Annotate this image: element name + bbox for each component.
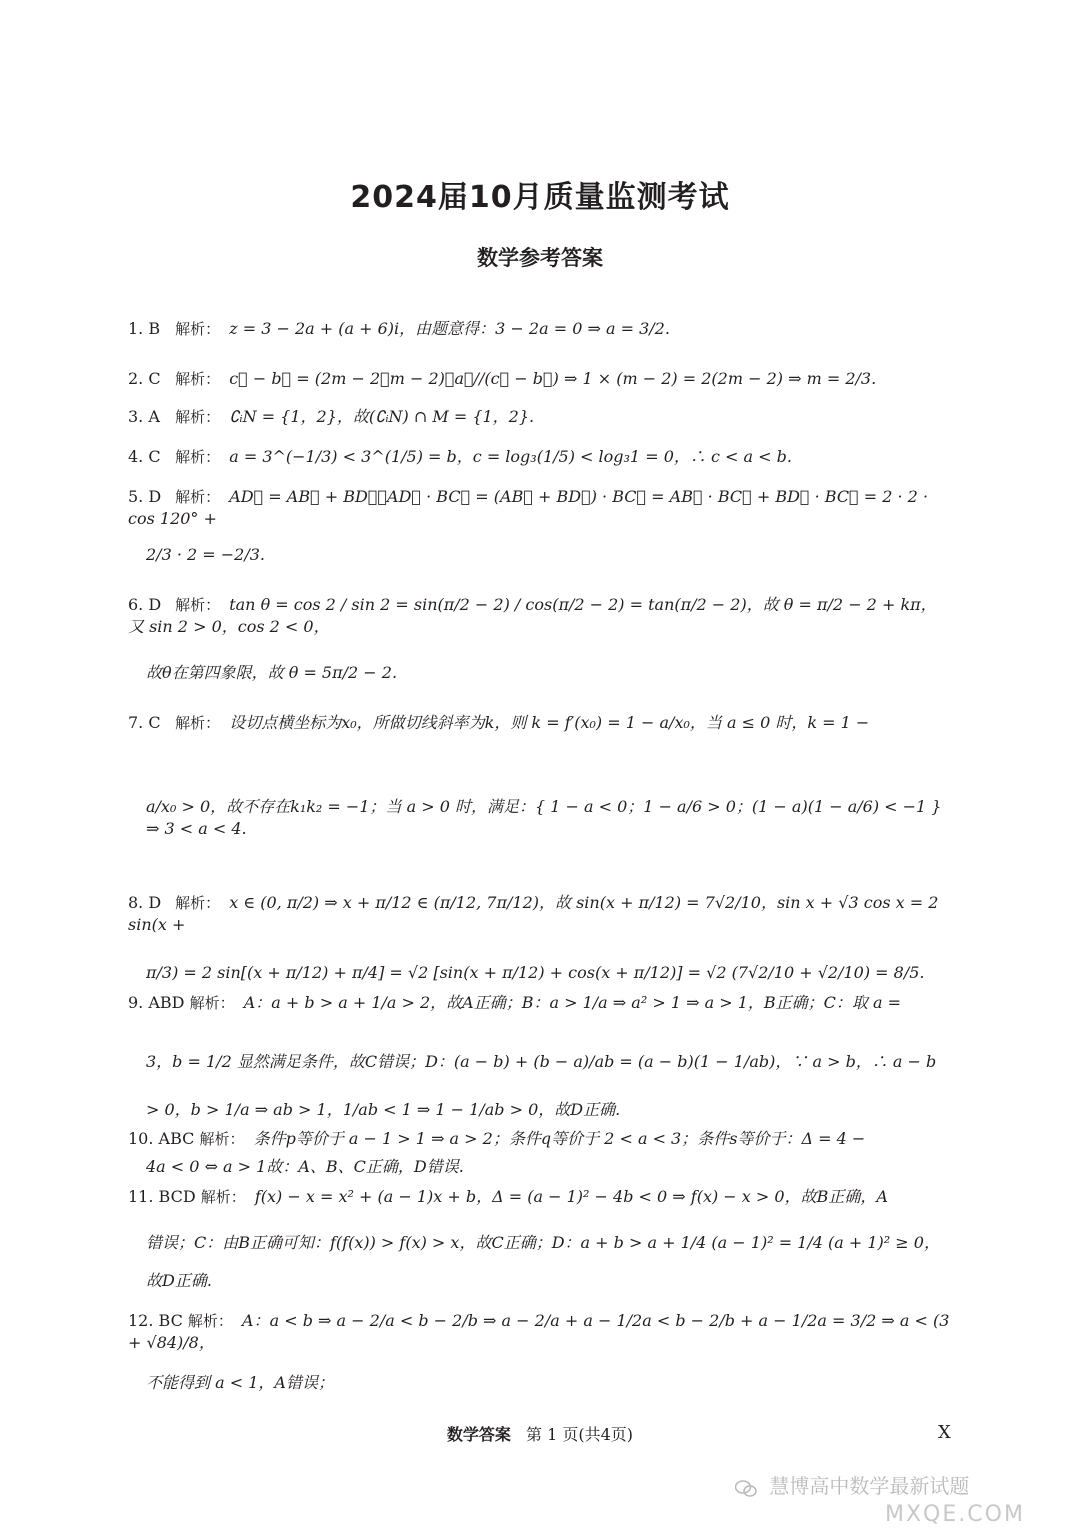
answer-continuation: 4a < 0 ⇔ a > 1故：A、B、C正确，D错误. [146,1157,464,1176]
page-footer [0,1422,1080,1445]
answer-number: 1. B [128,319,161,338]
answer-number: 4. C [128,447,161,466]
answer-text: z = 3 − 2a + (a + 6)i，由题意得：3 − 2a = 0 ⇒ a = 3/2. [229,319,670,338]
analysis-label: 解析： [175,448,221,466]
page-subtitle: 数学参考答案 [477,246,603,270]
answer-number: 5. D [128,487,162,506]
answer-continuation: 错误；C：由B正确可知：f(f(x)) > f(x) > x，故C正确；D：a + b > a + 1/4 (a − 1)² = 1/4 (a + 1)² ≥ 0，故D正确. [146,1233,940,1290]
answer-continuation: π/3) = 2 sin[(x + π/12) + π/4] = √2 [sin(x + π/12) + cos(x + π/12)] = √2 (7√2/10 + √2/10) = 8/5. [146,963,925,982]
answer-text: AD⃗ = AB⃗ + BD⃗，AD⃗ · BC⃗ = (AB⃗ + BD⃗) · BC⃗ = AB⃗ · BC⃗ + BD⃗ · BC⃗ = 2 · 2 · cos 120° + [128,487,929,528]
answer-item-7 [128,712,952,840]
analysis-label: 解析： [175,320,221,338]
watermark [735,1470,1055,1527]
watermark-site: MXQE.COM [885,1502,1025,1527]
footer-title: 数学答案 [446,1425,511,1444]
answer-text: ∁ᵢN = {1，2}，故(∁ᵢN) ∩ M = {1，2}. [229,407,535,426]
answer-number: 6. D [128,595,162,614]
answer-number: 2. C [128,369,161,388]
answer-continuation: 2/3 · 2 = −2/3. [146,545,266,564]
answer-text: f(x) − x = x² + (a − 1)x + b，Δ = (a − 1)² − 4b < 0 ⇒ f(x) − x > 0，故B正确，A [254,1187,888,1206]
answer-number: 12. BC [128,1311,183,1330]
answer-item-8 [128,892,952,984]
answer-text: c⃗ − b⃗ = (2m − 2，m − 2)，a⃗//(c⃗ − b⃗) ⇒ 1 × (m − 2) = 2(2m − 2) ⇒ m = 2/3. [229,369,877,388]
answer-continuation: 3，b = 1/2 显然满足条件，故C错误；D：(a − b) + (b − a)/ab = (a − b)(1 − 1/ab)，∵ a > b，∴ a − b > 0，b > 1/a ⇒ ab > 1，1/ab < 1 ⇒ 1 − 1/ab > 0，故D正确. [146,1052,937,1119]
answer-text: A：a + b > a + 1/a > 2，故A正确；B：a > 1/a ⇒ a² > 1 ⇒ a > 1，B正确；C：取 a = [243,993,902,1012]
answer-item-10 [128,1128,952,1178]
answer-item-4 [128,446,952,468]
analysis-label: 解析： [200,1188,246,1206]
answer-item-11 [128,1186,952,1300]
answer-text: 条件p等价于 a − 1 > 1 ⇒ a > 2；条件q等价于 2 < a < 3；条件s等价于：Δ = 4 − [253,1129,866,1148]
analysis-label: 解析： [175,488,221,506]
footer-mark: X [938,1422,951,1443]
answer-continuation: 故θ在第四象限，故 θ = 5π/2 − 2. [146,663,398,682]
answer-item-3 [128,406,952,428]
analysis-label: 解析： [187,1312,233,1330]
answer-item-5 [128,486,952,566]
answer-item-2 [128,368,952,390]
answer-text: a = 3^(−1/3) < 3^(1/5) = b，c = log₃(1/5) < log₃1 = 0，∴ c < a < b. [229,447,792,466]
answer-number: 10. ABC [128,1129,195,1148]
analysis-label: 解析： [175,714,221,732]
answer-item-6 [128,594,952,684]
answer-continuation: 不能得到 a < 1，A错误； [146,1373,334,1392]
analysis-label: 解析： [175,370,221,388]
answer-text: A：a < b ⇒ a − 2/a < b − 2/b ⇒ a − 2/a + a − 1/2a < b − 2/b + a − 1/2a = 3/2 ⇒ a < (3 + √84)/8， [128,1311,950,1352]
watermark-text: 慧博高中数学最新试题 [769,1474,970,1498]
wechat-icon [735,1479,757,1497]
analysis-label: 解析： [175,596,221,614]
answer-number: 9. ABD [128,993,185,1012]
answer-number: 11. BCD [128,1187,196,1206]
analysis-label: 解析： [175,894,221,912]
analysis-label: 解析： [199,1130,245,1148]
footer-page-number: 第 1 页(共4页) [526,1425,634,1444]
answer-number: 7. C [128,713,161,732]
answer-item-1 [128,318,952,340]
analysis-label: 解析： [189,994,235,1012]
answer-text: 设切点横坐标为x₀，所做切线斜率为k，则 k = f′(x₀) = 1 − a/x₀，当 a ≤ 0 时，k = 1 − [229,713,870,732]
analysis-label: 解析： [175,408,221,426]
answer-text: tan θ = cos 2 / sin 2 = sin(π/2 − 2) / cos(π/2 − 2) = tan(π/2 − 2)，故 θ = π/2 − 2 + kπ，又 sin 2 > 0，cos 2 < 0， [128,595,937,636]
page-title: 2024届10月质量监测考试 [350,180,730,215]
answer-continuation: a/x₀ > 0，故不存在k₁k₂ = −1；当 a > 0 时，满足：{ 1 − a < 0；1 − a/6 > 0；(1 − a)(1 − a/6) < −1 } ⇒ 3 < a < 4. [146,797,942,838]
answer-item-12 [128,1310,952,1394]
answer-number: 8. D [128,893,162,912]
answer-text: x ∈ (0, π/2) ⇒ x + π/12 ∈ (π/12, 7π/12)，故 sin(x + π/12) = 7√2/10，sin x + √3 cos x = 2 sin(x + [128,893,939,934]
answer-item-9 [128,992,952,1134]
answer-number: 3. A [128,407,160,426]
